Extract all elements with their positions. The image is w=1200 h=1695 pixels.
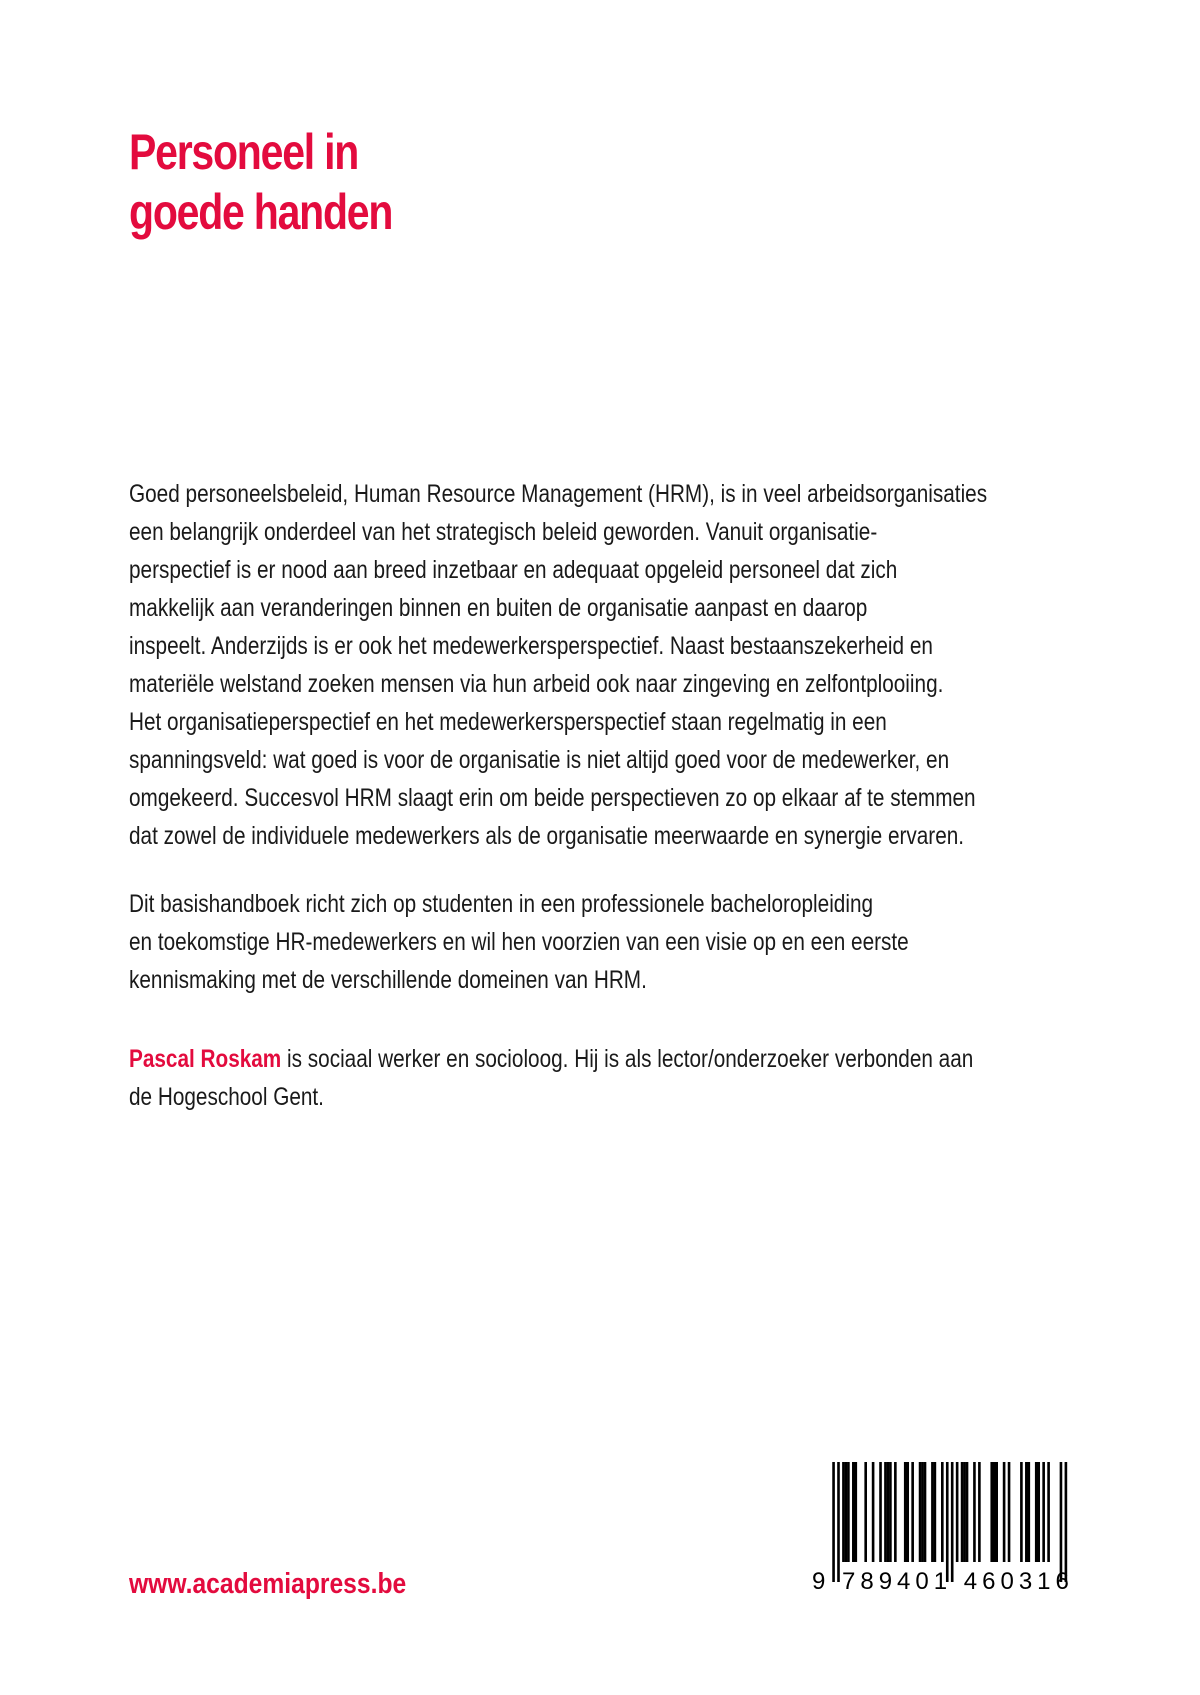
barcode-bar — [961, 1462, 964, 1562]
barcode-bar — [1025, 1462, 1028, 1562]
barcode-bar — [887, 1462, 890, 1562]
text-line: dat zowel de individuele medewerkers als de organisatie meerwaarde en synergie ervaren. — [129, 822, 965, 850]
barcode-bar — [1008, 1462, 1011, 1562]
text-line: perspectief is er nood aan breed inzetbaar en adequaat opgeleid personeel dat zich — [129, 556, 898, 584]
description-paragraph-1 — [129, 475, 1067, 855]
barcode-bar — [934, 1462, 937, 1562]
author-bio-line-2: de Hogeschool Gent. — [129, 1083, 324, 1111]
barcode-bar — [889, 1462, 892, 1562]
text-line: een belangrijk onderdeel van het strategisch beleid geworden. Vanuit organisatie- — [129, 518, 878, 546]
text-line: Dit basishandboek richt zich op studenten in een professionele bacheloropleiding — [129, 890, 874, 918]
text-line: spanningsveld: wat goed is voor de organisatie is niet altijd goed voor de medewerker, en — [129, 746, 950, 774]
barcode-bar — [921, 1462, 924, 1562]
barcode-bar — [963, 1462, 966, 1562]
barcode-bar — [864, 1462, 867, 1562]
text-line: kennismaking met de verschillende domeinen van HRM. — [129, 966, 647, 994]
barcode-guard-bar — [832, 1462, 835, 1582]
barcode-bar — [872, 1462, 875, 1562]
barcode-bar — [1028, 1462, 1031, 1562]
book-title-line-2: goede handen — [129, 184, 393, 240]
barcode-bar — [852, 1462, 855, 1562]
author-name: Pascal Roskam — [129, 1045, 282, 1073]
barcode-bars — [810, 1462, 1072, 1582]
book-title — [129, 122, 392, 242]
author-bio-text: is sociaal werker en socioloog. Hij is als lector/onderzoeker verbonden aan — [281, 1045, 974, 1073]
barcode-bar — [990, 1462, 993, 1562]
barcode-bar — [978, 1462, 981, 1562]
barcode-bar — [879, 1462, 882, 1562]
isbn-digits: 9 789401 460316 — [812, 1568, 1074, 1595]
barcode-guard-bar — [837, 1462, 840, 1582]
barcode-guard-bar — [1060, 1462, 1063, 1582]
text-line: inspeelt. Anderzijds is er ook het medewerkersperspectief. Naast bestaanszekerheid en — [129, 632, 933, 660]
barcode-bar — [1042, 1462, 1045, 1562]
text-line: Goed personeelsbeleid, Human Resource Management (HRM), is in veel arbeidsorganisaties — [129, 480, 988, 508]
barcode-bar — [1037, 1462, 1040, 1562]
publisher-website: www.academiapress.be — [129, 1568, 407, 1600]
barcode-guard-bar — [946, 1462, 949, 1582]
barcode-bar — [847, 1462, 850, 1562]
barcode-bar — [919, 1462, 922, 1562]
barcode-bar — [1003, 1462, 1006, 1562]
text-line: makkelijk aan veranderingen binnen en buiten de organisatie aanpast en daarop — [129, 594, 868, 622]
barcode-bar — [1047, 1462, 1050, 1562]
barcode-bar — [894, 1462, 897, 1562]
barcode-bar — [842, 1462, 845, 1562]
barcode-bar — [904, 1462, 907, 1562]
barcode-bar — [884, 1462, 887, 1562]
barcode-bar — [941, 1462, 944, 1562]
text-line: Het organisatieperspectief en het medewerkersperspectief staan regelmatig in een — [129, 708, 887, 736]
barcode-bar — [1020, 1462, 1023, 1562]
barcode-guard-bar — [1065, 1462, 1068, 1582]
description-paragraph-2 — [129, 885, 1067, 999]
barcode-bar — [966, 1462, 969, 1562]
barcode-bar — [854, 1462, 857, 1562]
barcode-bar — [931, 1462, 934, 1562]
barcode-bar — [956, 1462, 959, 1562]
book-title-line-1: Personeel in — [129, 124, 359, 180]
barcode-bar — [845, 1462, 848, 1562]
barcode-bar — [993, 1462, 996, 1562]
text-line: omgekeerd. Succesvol HRM slaagt erin om beide perspectieven zo op elkaar af te stemmen — [129, 784, 976, 812]
barcode-guard-bar — [951, 1462, 954, 1582]
barcode-bar — [1035, 1462, 1038, 1562]
author-bio — [129, 1040, 1067, 1116]
barcode-bar — [995, 1462, 998, 1562]
barcode-bar — [924, 1462, 927, 1562]
barcode-bar — [911, 1462, 914, 1562]
author-bio-line-1 — [129, 1040, 1067, 1078]
barcode-bar — [906, 1462, 909, 1562]
text-line: materiële welstand zoeken mensen via hun arbeid ook naar zingeving en zelfontplooiing. — [129, 670, 944, 698]
text-line: en toekomstige HR-medewerkers en wil hen voorzien van een visie op en een eerste — [129, 928, 909, 956]
barcode-bar — [973, 1462, 976, 1562]
